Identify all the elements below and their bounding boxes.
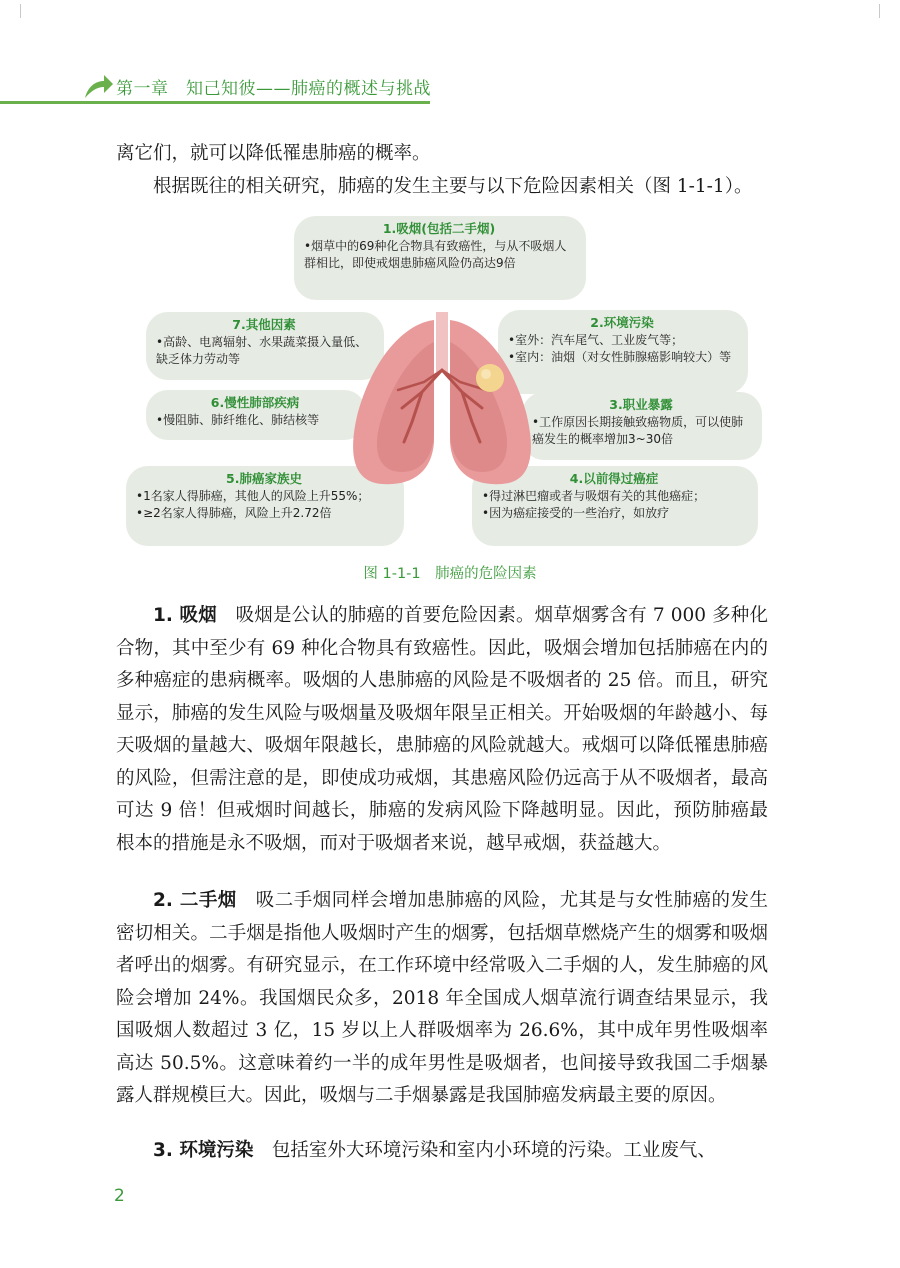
bubble-item: •烟草中的69种化合物具有致癌性，与从不吸烟人群相比，即使戒烟患肺癌风险仍高达9倍 — [304, 239, 567, 270]
section-lead: 2. 二手烟 — [153, 890, 237, 911]
section-text: 包括室外大环境污染和室内小环境的污染。工业废气、 — [253, 1140, 716, 1161]
bubble-item: •因为癌症接受的一些治疗，如放疗 — [482, 506, 670, 520]
bubble-chronic-lung — [146, 390, 366, 440]
bubble-item: •慢阻肺、肺纤维化、肺结核等 — [156, 413, 320, 427]
bubble-title: 6.慢性肺部疾病 — [210, 395, 300, 410]
section-lead: 1. 吸烟 — [153, 605, 217, 626]
section-text: 吸烟是公认的肺癌的首要危险因素。烟草烟雾含有 7 000 多种化合物，其中至少有 69 种化合物具有致癌性。因此，吸烟会增加包括肺癌在内的多种癌症的患病概率。吸烟的人患肺癌的风险是不吸烟者的 25 倍。而且，研究显示，肺癌的发生风险与吸烟量及吸烟年限呈正相关。开始吸烟的年龄越小、每天吸烟的量越大、吸烟年限越长，患肺癌的风险就越大。戒烟可以降低罹患肺癌的风险，但需注意的是，即使成功戒烟，其患癌风险仍远高于从不吸烟者，最高可达 9 倍！但戒烟时间越长，肺癌的发病风险下降越明显。因此，预防肺癌最根本的措施是永不吸烟，而对于吸烟者来说，越早戒烟，获益越大。 — [116, 605, 768, 854]
figure-caption: 图 1-1-1 肺癌的危险因素 — [363, 566, 537, 582]
crop-mark — [6, 4, 21, 18]
section-lead: 3. 环境污染 — [153, 1140, 254, 1161]
bubble-title: 5.肺癌家族史 — [226, 471, 302, 486]
bubble-item: •高龄、电离辐射、水果蔬菜摄入量低、缺乏体力劳动等 — [156, 335, 368, 366]
bubble-item: •≥2名家人得肺癌，风险上升2.72倍 — [136, 506, 332, 520]
section-smoking — [116, 600, 768, 860]
bubble-title: 7.其他因素 — [232, 317, 296, 332]
page-number: 2 — [114, 1186, 125, 1206]
intro-line-1: 离它们，就可以降低罹患肺癌的概率。 — [116, 143, 431, 164]
crop-mark — [879, 4, 894, 18]
header-rule — [0, 101, 430, 104]
bubble-title: 1.吸烟(包括二手烟) — [382, 221, 496, 236]
bubble-title: 2.环境污染 — [590, 315, 654, 330]
arrow-icon — [82, 72, 114, 102]
bubble-item: •得过淋巴瘤或者与吸烟有关的其他癌症； — [482, 489, 706, 503]
chapter-title: 第一章 知己知彼——肺癌的概述与挑战 — [116, 79, 431, 99]
bubble-title: 3.职业暴露 — [609, 397, 673, 412]
intro-line-2: 根据既往的相关研究，肺癌的发生主要与以下危险因素相关（图 1-1-1）。 — [153, 176, 753, 197]
bubble-item: •工作原因长期接触致癌物质，可以使肺癌发生的概率增加3~30倍 — [532, 415, 744, 446]
bubble-occupational — [522, 392, 762, 460]
bubble-title: 4.以前得过癌症 — [569, 471, 659, 486]
lungs-illustration — [342, 312, 542, 492]
chapter-header — [0, 70, 430, 106]
bubble-item: •室外：汽车尾气、工业废气等； — [508, 333, 684, 347]
section-environment — [116, 1135, 768, 1168]
section-secondhand-smoke — [116, 885, 768, 1113]
section-text: 吸二手烟同样会增加患肺癌的风险，尤其是与女性肺癌的发生密切相关。二手烟是指他人吸烟时产生的烟雾，包括烟草燃烧产生的烟雾和吸烟者呼出的烟雾。有研究显示，在工作环境中经常吸入二手烟的人，发生肺癌的风险会增加 24%。我国烟民众多，2018 年全国成人烟草流行调查结果显示，我国吸烟人数超过 3 亿，15 岁以上人群吸烟率为 26.6%，其中成年男性吸烟率高达 50.5%。这意味着约一半的成年男性是吸烟者，也间接导致我国二手烟暴露人群规模巨大。因此，吸烟与二手烟暴露是我国肺癌发病最主要的原因。 — [116, 890, 768, 1106]
bubble-item: •室内：油烟（对女性肺腺癌影响较大）等 — [508, 350, 732, 364]
bubble-item: •1名家人得肺癌，其他人的风险上升55%； — [136, 489, 370, 503]
risk-factor-figure — [120, 212, 775, 552]
bubble-smoking — [294, 216, 586, 300]
